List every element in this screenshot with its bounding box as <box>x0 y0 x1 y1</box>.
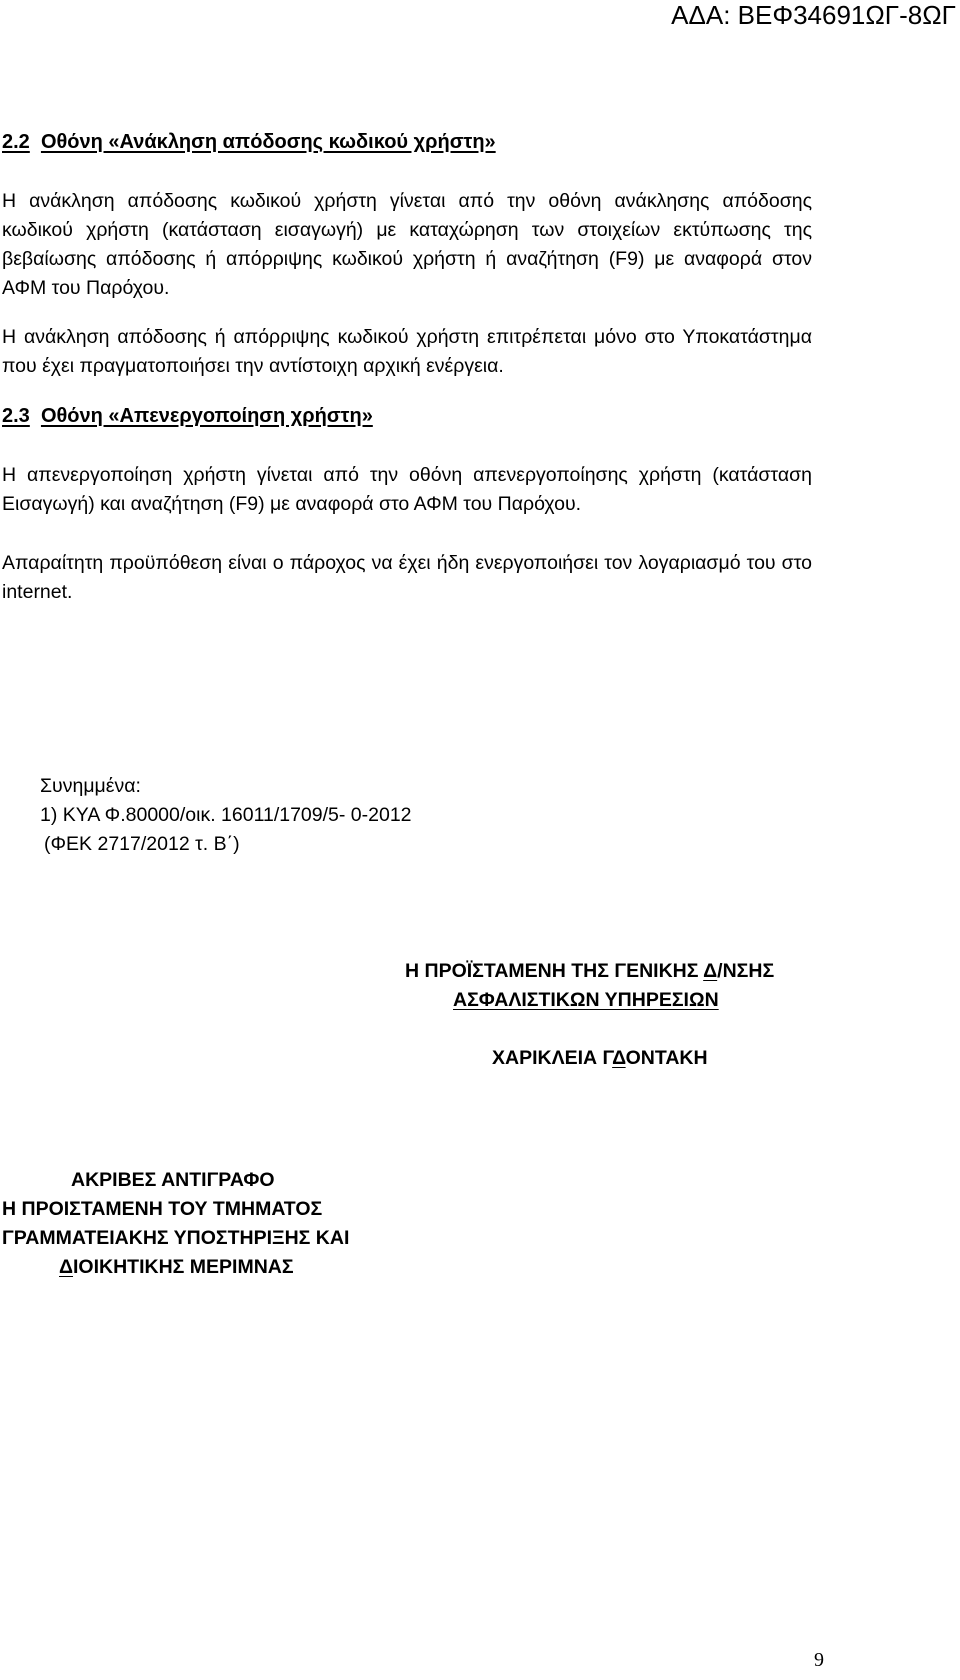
signatory-name-underlined: Δ <box>612 1047 626 1069</box>
attachment-item-1: 1) ΚΥΑ Φ.80000/οικ. 16011/1709/5- 0-2012 <box>40 804 412 826</box>
signature-title-text: Η ΠΡΟΪΣΤΑΜΕΝΗ ΤΗΣ ΓΕΝΙΚΗΣ <box>405 960 704 982</box>
section-number: 2.2 <box>2 131 30 153</box>
signatory-name <box>492 1044 708 1073</box>
ada-code: ΑΔΑ: ΒΕΦ34691ΩΓ-8ΩΓ <box>671 0 956 30</box>
certified-copy-line-2: Η ΠΡΟΙΣΤΑΜΕΝΗ ΤΟΥ ΤΜΗΜΑΤΟΣ <box>2 1198 323 1220</box>
section-number: 2.3 <box>2 405 30 427</box>
signature-title-text-end: /ΝΣΗΣ <box>717 960 775 982</box>
section-2-2-paragraph-2: Η ανάκληση απόδοσης ή απόρριψης κωδικού χρήστη επιτρέπεται μόνο στο Υποκατάστημα που έχει πραγματοποιήσει την αντίστοιχη αρχική ενέργεια. <box>2 326 812 377</box>
certified-copy-underlined: Δ <box>59 1256 74 1278</box>
section-2-3-paragraph-2: Απαραίτητη προϋπόθεση είναι ο πάροχος να έχει ήδη ενεργοποιήσει τον λογαριασμό του στο internet. <box>2 552 812 603</box>
section-2-3-heading <box>2 402 373 431</box>
signatory-name-text: ΧΑΡΙΚΛΕΙΑ Γ <box>492 1047 613 1069</box>
signature-title-line-2: ΑΣΦΑΛΙΣΤΙΚΩΝ ΥΠΗΡΕΣΙΩΝ <box>453 989 719 1011</box>
section-title: Οθόνη «Ανάκληση απόδοσης κωδικού χρήστη» <box>40 131 496 153</box>
section-2-2-heading <box>2 128 496 157</box>
certified-copy-line-3: ΓΡΑΜΜΑΤΕΙΑΚΗΣ ΥΠΟΣΤΗΡΙΞΗΣ ΚΑΙ <box>2 1227 350 1249</box>
section-2-2-paragraph-1: Η ανάκληση απόδοσης κωδικού χρήστη γίνεται από την οθόνη ανάκλησης απόδοσης κωδικού χρήστη (κατάσταση εισαγωγή) με καταχώρηση των στοιχείων εκτύπωσης της βεβαίωσης απόδοσης ή απόρριψης κωδικού χρήστη ή αναζήτηση (F9) με αναφορά στον ΑΦΜ του Παρόχου. <box>2 190 812 299</box>
certified-copy-text: ΙΟΙΚΗΤΙΚΗΣ ΜΕΡΙΜΝΑΣ <box>73 1256 294 1278</box>
signature-title-line-1 <box>405 957 774 986</box>
attachment-item-1-gazette: (ΦΕΚ 2717/2012 τ. Β΄) <box>44 833 240 855</box>
section-2-3-paragraph-1: Η απενεργοποίηση χρήστη γίνεται από την οθόνη απενεργοποίησης χρήστη (κατάσταση Εισαγωγή) και αναζήτηση (F9) με αναφορά στο ΑΦΜ του Παρόχου. <box>2 464 812 515</box>
signatory-name-text-end: ΟΝΤΑΚΗ <box>625 1047 708 1069</box>
attachments-label: Συνημμένα: <box>40 775 141 797</box>
certified-copy-line-4 <box>59 1253 294 1282</box>
signature-title-underlined: Δ <box>703 960 718 982</box>
page-number: 9 <box>814 1649 824 1671</box>
section-title: Οθόνη «Απενεργοποίηση χρήστη» <box>40 405 373 427</box>
certified-copy-line-1: ΑΚΡΙΒΕΣ ΑΝΤΙΓΡΑΦΟ <box>71 1169 275 1191</box>
